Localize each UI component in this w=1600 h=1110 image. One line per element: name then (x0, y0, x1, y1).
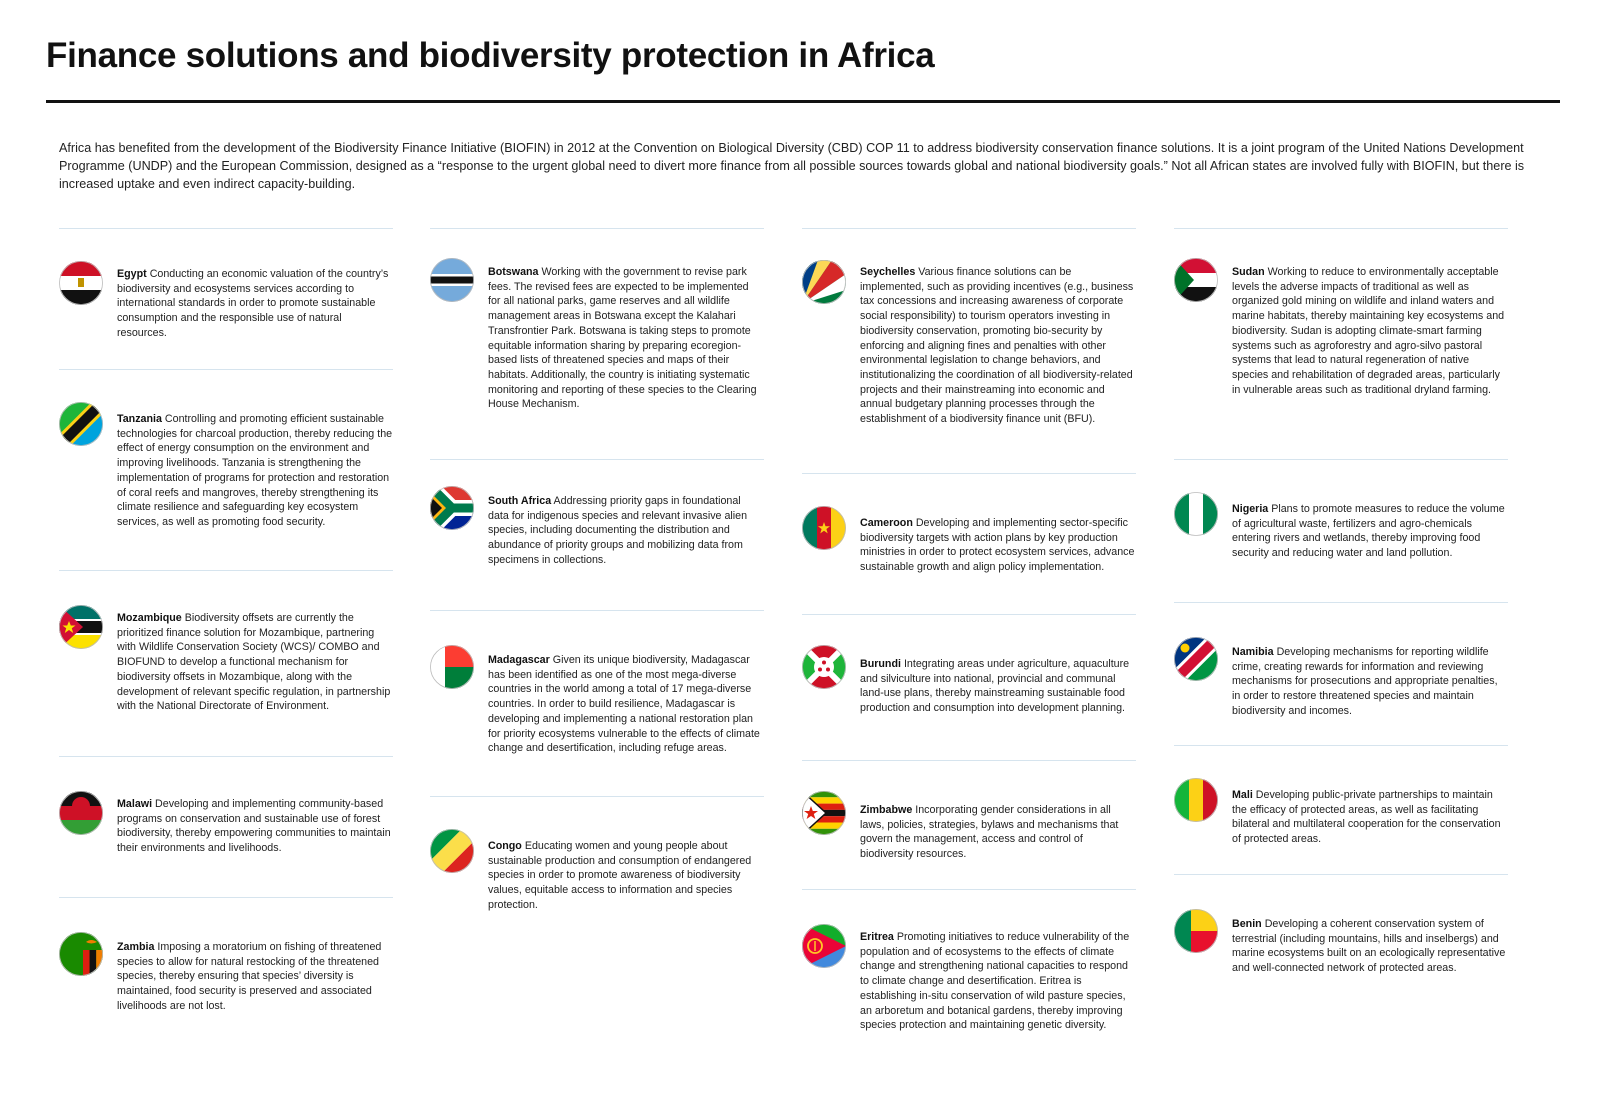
country-column-3 (802, 228, 1136, 1060)
benin-flag-icon (1174, 909, 1218, 953)
country-name: Zimbabwe (860, 804, 913, 816)
country-description: Mozambique Biodiversity offsets are currently the prioritized finance solution for Mozambique, partnering with Wildlife Conservation Society (WCS)/ COMBO and BIOFUND to develop a functional mechanism for biodiversity offsets in Mozambique, along with the development of relevant specific regulation, in partnership with the National Directorate of Environment. (117, 612, 391, 713)
country-entry-congo (430, 796, 764, 937)
country-name: Congo (488, 840, 522, 852)
country-description: Seychelles Various finance solutions can be implemented, such as providing incentives (e.g., business tax concessions and increasing awareness of corporate social responsibility) to tourism operators investing in biodiversity conservation, promoting bio-security by enforcing and aligning fines and penalties with other environmental legislation to change behaviors, and institutionalizing the coordination of all biodiversity-related projects and their mainstreaming into economic and annual budgetary planning processes through the establishment of a biodiversity finance unit (BFU). (860, 266, 1134, 426)
country-description: Egypt Conducting an economic valuation of the country’s biodiversity and ecosystems services according to international standards in order to promote sustainable consumption and the responsible use of natural resources. (117, 268, 389, 339)
country-entry-zimbabwe (802, 760, 1136, 889)
botswana-flag-icon (430, 258, 474, 302)
title-divider (46, 100, 1560, 103)
egypt-flag-icon (59, 261, 103, 305)
page-title: Finance solutions and biodiversity protection in Africa (46, 36, 935, 75)
congo-flag-icon (430, 829, 474, 873)
mozambique-flag-icon (59, 605, 103, 649)
country-column-4 (1174, 228, 1508, 1005)
country-entry-seychelles (802, 228, 1136, 473)
country-name: Cameroon (860, 517, 913, 529)
country-name: Burundi (860, 658, 901, 670)
country-entry-eritrea (802, 889, 1136, 1060)
country-name: Benin (1232, 918, 1262, 930)
country-entry-botswana (430, 228, 764, 459)
country-entry-burundi (802, 614, 1136, 760)
country-description: Cameroon Developing and implementing sector-specific biodiversity targets with action plans by key production ministries in order to protect ecosystem services, advance sustainable growth and align policy implementation. (860, 517, 1135, 574)
country-name: Madagascar (488, 654, 550, 666)
mali-flag-icon (1174, 778, 1218, 822)
burundi-flag-icon (802, 645, 846, 689)
zambia-flag-icon (59, 932, 103, 976)
country-description: Tanzania Controlling and promoting efficient sustainable technologies for charcoal production, thereby reducing the effect of energy consumption on the environment and improving livelihoods. Tanzania is strengthening the implementation of programs for protection and restoration of coral reefs and mangroves, thereby strengthening its climate resilience and safeguarding key ecosystem services, as well as promoting food security. (117, 413, 393, 528)
country-description: Benin Developing a coherent conservation system of terrestrial (including mountains, hills and inselbergs) and marine ecosystems built on an ecologically representative and well-connected network of protected areas. (1232, 918, 1506, 975)
country-name: Namibia (1232, 646, 1274, 658)
country-name: Tanzania (117, 413, 162, 425)
country-description: Eritrea Promoting initiatives to reduce vulnerability of the population and of ecosystems to the effects of climate change and strengthening national capacities to respond to climate change and desertification. Eritrea is establishing in-situ conservation of wild pasture species, an arboretum and botanical gardens, thereby improving species protection and maintaining genetic diversity. (860, 931, 1130, 1032)
country-description: Zimbabwe Incorporating gender considerations in all laws, policies, strategies, bylaws and mechanisms that govern the management, access and control of biodiversity resources. (860, 804, 1119, 861)
country-entry-mozambique (59, 570, 393, 756)
country-name: South Africa (488, 495, 552, 507)
country-name: Malawi (117, 798, 153, 810)
cameroon-flag-icon (802, 506, 846, 550)
seychelles-flag-icon (802, 260, 846, 304)
country-description: Malawi Developing and implementing community-based programs on conservation and sustainable use of forest biodiversity, thereby empowering communities to maintain their environments and livelihoods. (117, 798, 391, 855)
country-name: Nigeria (1232, 503, 1269, 515)
country-name: Sudan (1232, 266, 1265, 278)
south-africa-flag-icon (430, 486, 474, 530)
country-entry-benin (1174, 874, 1508, 1005)
country-name: Egypt (117, 268, 147, 280)
country-entry-cameroon (802, 473, 1136, 614)
country-name: Seychelles (860, 266, 916, 278)
sudan-flag-icon (1174, 258, 1218, 302)
country-name: Eritrea (860, 931, 894, 943)
country-entry-egypt (59, 228, 393, 369)
country-description: Madagascar Given its unique biodiversity, Madagascar has been identified as one of the most mega-diverse countries in the world among a total of 17 mega-diverse countries. In order to build resilience, Madagascar is developing and implementing a national restoration plan for priority ecosystems vulnerable to the effects of climate change and desertification, including refuge areas. (488, 654, 760, 755)
country-name: Zambia (117, 941, 155, 953)
country-description: Nigeria Plans to promote measures to reduce the volume of agricultural waste, fertilizers and agro-chemicals entering rivers and wetlands, thereby improving food security and reducing water and land pollution. (1232, 503, 1505, 560)
country-name: Mali (1232, 789, 1253, 801)
malawi-flag-icon (59, 791, 103, 835)
tanzania-flag-icon (59, 402, 103, 446)
country-description: Botswana Working with the government to revise park fees. The revised fees are expected to be implemented for all national parks, game reserves and all wildlife management areas in Botswana except the Kalahari Transfrontier Park. Botswana is taking steps to promote equitable information sharing by preparing ecoregion-based lists of threatened species and maps of their habitats. Additionally, the country is initiating systematic monitoring and reporting of these species to the Clearing House Mechanism. (488, 266, 757, 411)
country-column-2 (430, 228, 764, 937)
country-entry-namibia (1174, 602, 1508, 745)
country-name: Botswana (488, 266, 539, 278)
madagascar-flag-icon (430, 645, 474, 689)
country-description: Congo Educating women and young people about sustainable production and consumption of endangered species in order to promote awareness of biodiversity values, equitable access to information and species protection. (488, 840, 752, 911)
intro-paragraph: Africa has benefited from the development of the Biodiversity Finance Initiative (BIOFIN) in 2012 at the Convention on Biological Diversity (CBD) COP 11 to address biodiversity conservation finance solutions. It is a joint program of the United Nations Development Programme (UNDP) and the European Commission, designed as a “response to the urgent global need to divert more finance from all possible sources towards global and national biodiversity goals.” Not all African states are involved fully with BIOFIN, but there is increased uptake and even indirect capacity-building. (59, 141, 1525, 191)
nigeria-flag-icon (1174, 492, 1218, 536)
country-entry-tanzania (59, 369, 393, 570)
country-description: Mali Developing public-private partnerships to maintain the efficacy of protected areas, as well as facilitating bilateral and multilateral cooperation for the conservation of protected areas. (1232, 789, 1501, 846)
namibia-flag-icon (1174, 637, 1218, 681)
country-description: South Africa Addressing priority gaps in foundational data for indigenous species and relevant invasive alien species, including documenting the distribution and abundance of priority groups and mobilizing data from specimens in collections. (488, 495, 748, 566)
country-entry-madagascar (430, 610, 764, 796)
country-description: Sudan Working to reduce to environmentally acceptable levels the adverse impacts of traditional as well as organized gold mining on wildlife and inland waters and marine habitats, thereby maintaining key ecosystems and biodiversity. Sudan is adopting climate-smart farming systems such as agroforestry and agro-silvo pastoral systems that lead to natural regeneration of native species and rehabilitation of degraded areas, particularly in vulnerable areas such as traditional dryland farming. (1232, 266, 1505, 396)
country-entry-nigeria (1174, 459, 1508, 602)
country-column-1 (59, 228, 393, 1028)
country-entry-sudan (1174, 228, 1508, 459)
eritrea-flag-icon (802, 924, 846, 968)
country-entry-zambia (59, 897, 393, 1028)
country-name: Mozambique (117, 612, 182, 624)
country-description: Burundi Integrating areas under agriculture, aquaculture and silviculture into national, provincial and communal land-use plans, thereby mainstreaming sustainable food production and consumption into development planning. (860, 658, 1130, 715)
country-description: Zambia Imposing a moratorium on fishing of threatened species to allow for natural restocking of the threatened species, thereby ensuring that species’ diversity is maintained, food security is preserved and associated livelihoods are not lost. (117, 941, 382, 1012)
zimbabwe-flag-icon (802, 791, 846, 835)
country-description: Namibia Developing mechanisms for reporting wildlife crime, creating rewards for information and reviewing mechanisms for prosecutions and appropriate penalties, in order to restore threatened species and maintain biodiversity and incomes. (1232, 646, 1498, 717)
country-entry-south-africa (430, 459, 764, 610)
country-entry-malawi (59, 756, 393, 897)
country-entry-mali (1174, 745, 1508, 874)
